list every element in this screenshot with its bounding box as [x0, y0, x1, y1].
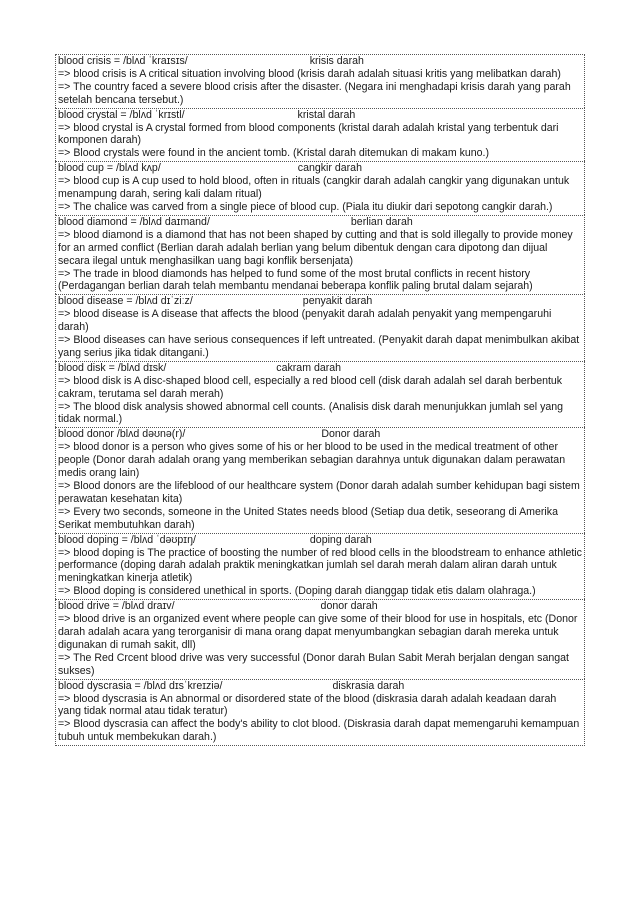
dictionary-page	[55, 54, 585, 746]
dictionary-entry	[55, 679, 585, 747]
entry-line: => Blood donors are the lifeblood of our healthcare system (Donor darah adalah sumber kehidupan bagi sistem perawatan kesehatan kita)	[58, 480, 580, 505]
entry-heading	[58, 109, 582, 122]
entry-translation: doping darah	[309, 533, 372, 546]
entry-line: => The trade in blood diamonds has helped to fund some of the most brutal conflicts in recent history (Perdagangan berlian darah telah membantu mendanai beberapa konflik paling brutal dalam sejarah)	[58, 267, 533, 293]
entry-line: => The country faced a severe blood crisis after the disaster. (Negara ini menghadapi krisis darah yang parah setelah bencana tersebut.)	[58, 80, 571, 106]
entry-line: => blood drive is an organized event where people can give some of their blood for use in hospitals, etc (Donor darah adalah acara yang terorganisir di mana orang dapat menyumbangkan sebagian darah mereka untuk digunakan di rumah sakit, dll)	[58, 613, 578, 651]
entry-translation: kristal darah	[297, 108, 356, 121]
entry-heading	[58, 162, 582, 175]
entry-heading	[58, 428, 582, 441]
dictionary-entry	[55, 533, 585, 600]
entry-line: => blood doping is The practice of boosting the number of red blood cells in the bloodstream to enhance athletic performance (doping darah adalah praktik meningkatkan jumlah sel darah merah dalam aliran darah untuk meningkatkan kinerja atletik)	[58, 546, 582, 585]
entry-translation: cakram darah	[276, 361, 342, 374]
entry-line: => blood disease is A disease that affects the blood (penyakit darah adalah penyakit yang mempengaruhi darah)	[58, 308, 552, 334]
entry-translation: krisis darah	[309, 55, 364, 67]
entry-line: => blood dyscrasia is An abnormal or disordered state of the blood (diskrasia darah adalah keadaan darah yang tidak normal atau tidak teratur)	[58, 692, 557, 718]
entry-line: => The chalice was carved from a single piece of blood cup. (Piala itu diukir dari sepotong cangkir darah.)	[58, 200, 553, 213]
entry-heading	[58, 680, 582, 693]
entry-line: => blood crystal is A crystal formed from blood components (kristal darah adalah kristal yang terbentuk dari komponen darah)	[58, 121, 559, 147]
entry-heading	[58, 600, 582, 613]
entry-heading	[58, 534, 582, 547]
entry-translation: donor darah	[320, 600, 378, 613]
dictionary-entry	[55, 161, 585, 215]
entry-line: => Blood dyscrasia can affect the body's ability to clot blood. (Diskrasia darah dapat memengaruhi kemampuan tubuh untuk membekukan darah.)	[58, 718, 580, 744]
entry-line: => Blood crystals were found in the ancient tomb. (Kristal darah ditemukan di makam kuno.)	[58, 147, 490, 160]
dictionary-entry	[55, 599, 585, 678]
dictionary-entry	[55, 215, 585, 294]
entry-translation: diskrasia darah	[332, 679, 405, 692]
entry-term: blood disease = /blʌd dɪˈziːz/	[58, 295, 193, 308]
entry-term: blood crystal = /blʌd ˈkrɪstl/	[58, 108, 185, 121]
dictionary-entry	[55, 294, 585, 361]
entry-heading	[58, 295, 582, 308]
entry-translation: penyakit darah	[302, 295, 373, 308]
entry-heading	[58, 55, 582, 68]
entry-line: => The blood disk analysis showed abnormal cell counts. (Analisis disk darah menunjukkan jumlah sel yang tidak normal.)	[58, 400, 564, 426]
entry-line: => blood diamond is a diamond that has not been shaped by cutting and that is sold illegally to provide money for an armed conflict (Berlian darah adalah berlian yang belum dibentuk dengan cara dipotong dan dijual secara ilegal untuk menghasilkan uang bagi konflik bersenjata)	[58, 228, 573, 267]
dictionary-entry	[55, 54, 585, 108]
dictionary-entry	[55, 108, 585, 162]
entry-term: blood diamond = /blʌd daɪmand/	[58, 215, 210, 228]
dictionary-entry	[55, 361, 585, 428]
entry-line: => Every two seconds, someone in the United States needs blood (Setiap dua detik, seseorang di Amerika Serikat membutuhkan darah)	[58, 505, 558, 531]
entry-term: blood crisis = /blʌd ˈkraɪsɪs/	[58, 55, 188, 67]
entry-term: blood drive = /blʌd draɪv/	[58, 600, 175, 613]
entry-line: => Blood diseases can have serious consequences if left untreated. (Penyakit darah dapat menimbulkan akibat yang serius jika tidak ditangani.)	[58, 334, 580, 359]
entry-heading	[58, 362, 582, 375]
entry-line: => Blood doping is considered unethical in sports. (Doping darah dianggap tidak etis dalam olahraga.)	[58, 585, 536, 598]
entry-line: => The Red Crcent blood drive was very successful (Donor darah Bulan Sabit Merah berjalan dengan sangat sukses)	[58, 651, 569, 677]
entry-term: blood doping = /blʌd ˈdəʊpɪŋ/	[58, 533, 196, 546]
entry-term: blood donor /blʌd dəʊnə(r)/	[58, 428, 186, 441]
entry-line: => blood crisis is A critical situation involving blood (krisis darah adalah situasi kritis yang melibatkan darah)	[58, 67, 561, 80]
entry-translation: berlian darah	[350, 215, 413, 228]
entry-translation: Donor darah	[321, 428, 381, 441]
entry-line: => blood disk is A disc-shaped blood cell, especially a red blood cell (disk darah adalah sel darah berbentuk cakram, terutama sel darah merah)	[58, 374, 563, 400]
dictionary-entry	[55, 427, 585, 532]
entry-line: => blood donor is a person who gives some of his or her blood to be used in the medical treatment of other people (Donor darah adalah orang yang memberikan sebagian darahnya untuk digunakan dalam perawatan medis orang lain)	[58, 441, 566, 480]
entry-heading	[58, 216, 582, 229]
entry-line: => blood cup is A cup used to hold blood, often in rituals (cangkir darah adalah cangkir yang digunakan untuk menampung darah, sering kali dalam ritual)	[58, 175, 570, 201]
entry-term: blood dyscrasia = /blʌd dɪsˈkreɪziə/	[58, 679, 223, 692]
entry-term: blood cup = /blʌd kʌp/	[58, 162, 161, 175]
entry-translation: cangkir darah	[297, 162, 362, 175]
entry-term: blood disk = /blʌd dɪsk/	[58, 361, 167, 374]
